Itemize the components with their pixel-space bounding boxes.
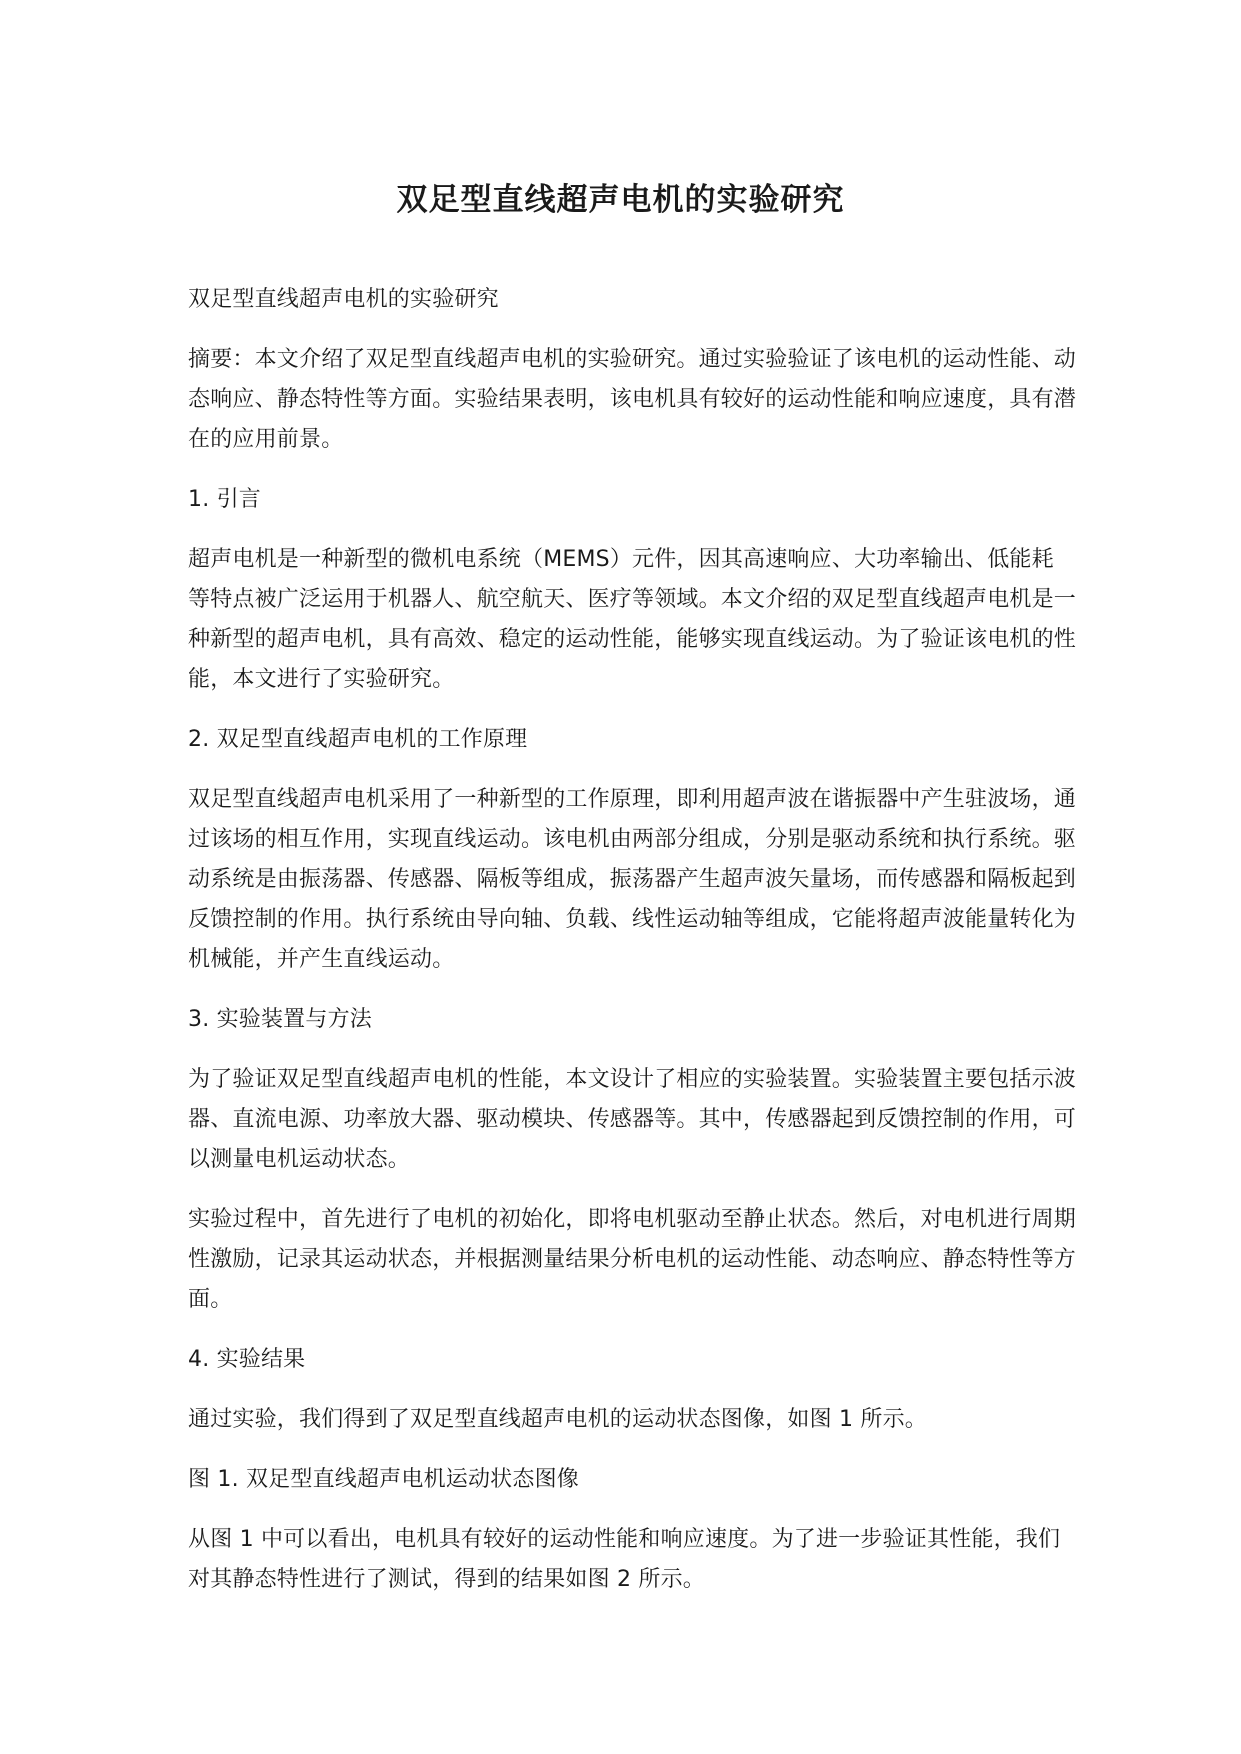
- principle-paragraph: 双足型直线超声电机采用了一种新型的工作原理，即利用超声波在谐振器中产生驻波场，通过该场的相互作用，实现直线运动。该电机由两部分组成，分别是驱动系统和执行系统。驱动系统是由振荡器、传感器、隔板等组成，振荡器产生超声波矢量场，而传感器和隔板起到反馈控制的作用。执行系统由导向轴、负载、线性运动轴等组成，它能将超声波能量转化为机械能，并产生直线运动。: [188, 787, 1077, 972]
- section-heading-introduction: 1. 引言: [188, 487, 261, 512]
- results-paragraph-1: 通过实验，我们得到了双足型直线超声电机的运动状态图像，如图 1 所示。: [188, 1407, 927, 1432]
- figure-caption: 图 1. 双足型直线超声电机运动状态图像: [188, 1467, 579, 1492]
- method-paragraph-2: 实验过程中，首先进行了电机的初始化，即将电机驱动至静止状态。然后，对电机进行周期性激励，记录其运动状态，并根据测量结果分析电机的运动性能、动态响应、静态特性等方面。: [188, 1207, 1077, 1312]
- abstract-paragraph: 摘要：本文介绍了双足型直线超声电机的实验研究。通过实验验证了该电机的运动性能、动态响应、静态特性等方面。实验结果表明，该电机具有较好的运动性能和响应速度，具有潜在的应用前景。: [188, 347, 1077, 452]
- method-paragraph-1: 为了验证双足型直线超声电机的性能，本文设计了相应的实验装置。实验装置主要包括示波器、直流电源、功率放大器、驱动模块、传感器等。其中，传感器起到反馈控制的作用，可以测量电机运动状态。: [188, 1067, 1077, 1172]
- subtitle-paragraph: 双足型直线超声电机的实验研究: [188, 287, 499, 312]
- section-heading-method: 3. 实验装置与方法: [188, 1007, 372, 1032]
- results-paragraph-2: 从图 1 中可以看出，电机具有较好的运动性能和响应速度。为了进一步验证其性能，我们对其静态特性进行了测试，得到的结果如图 2 所示。: [188, 1527, 1061, 1592]
- introduction-paragraph: 超声电机是一种新型的微机电系统（MEMS）元件，因其高速响应、大功率输出、低能耗等特点被广泛运用于机器人、航空航天、医疗等领域。本文介绍的双足型直线超声电机是一种新型的超声电机，具有高效、稳定的运动性能，能够实现直线运动。为了验证该电机的性能，本文进行了实验研究。: [188, 547, 1077, 692]
- document-title: 双足型直线超声电机的实验研究: [396, 182, 845, 218]
- section-heading-principle: 2. 双足型直线超声电机的工作原理: [188, 727, 528, 752]
- section-heading-results: 4. 实验结果: [188, 1347, 306, 1372]
- document-body: [188, 280, 1076, 1620]
